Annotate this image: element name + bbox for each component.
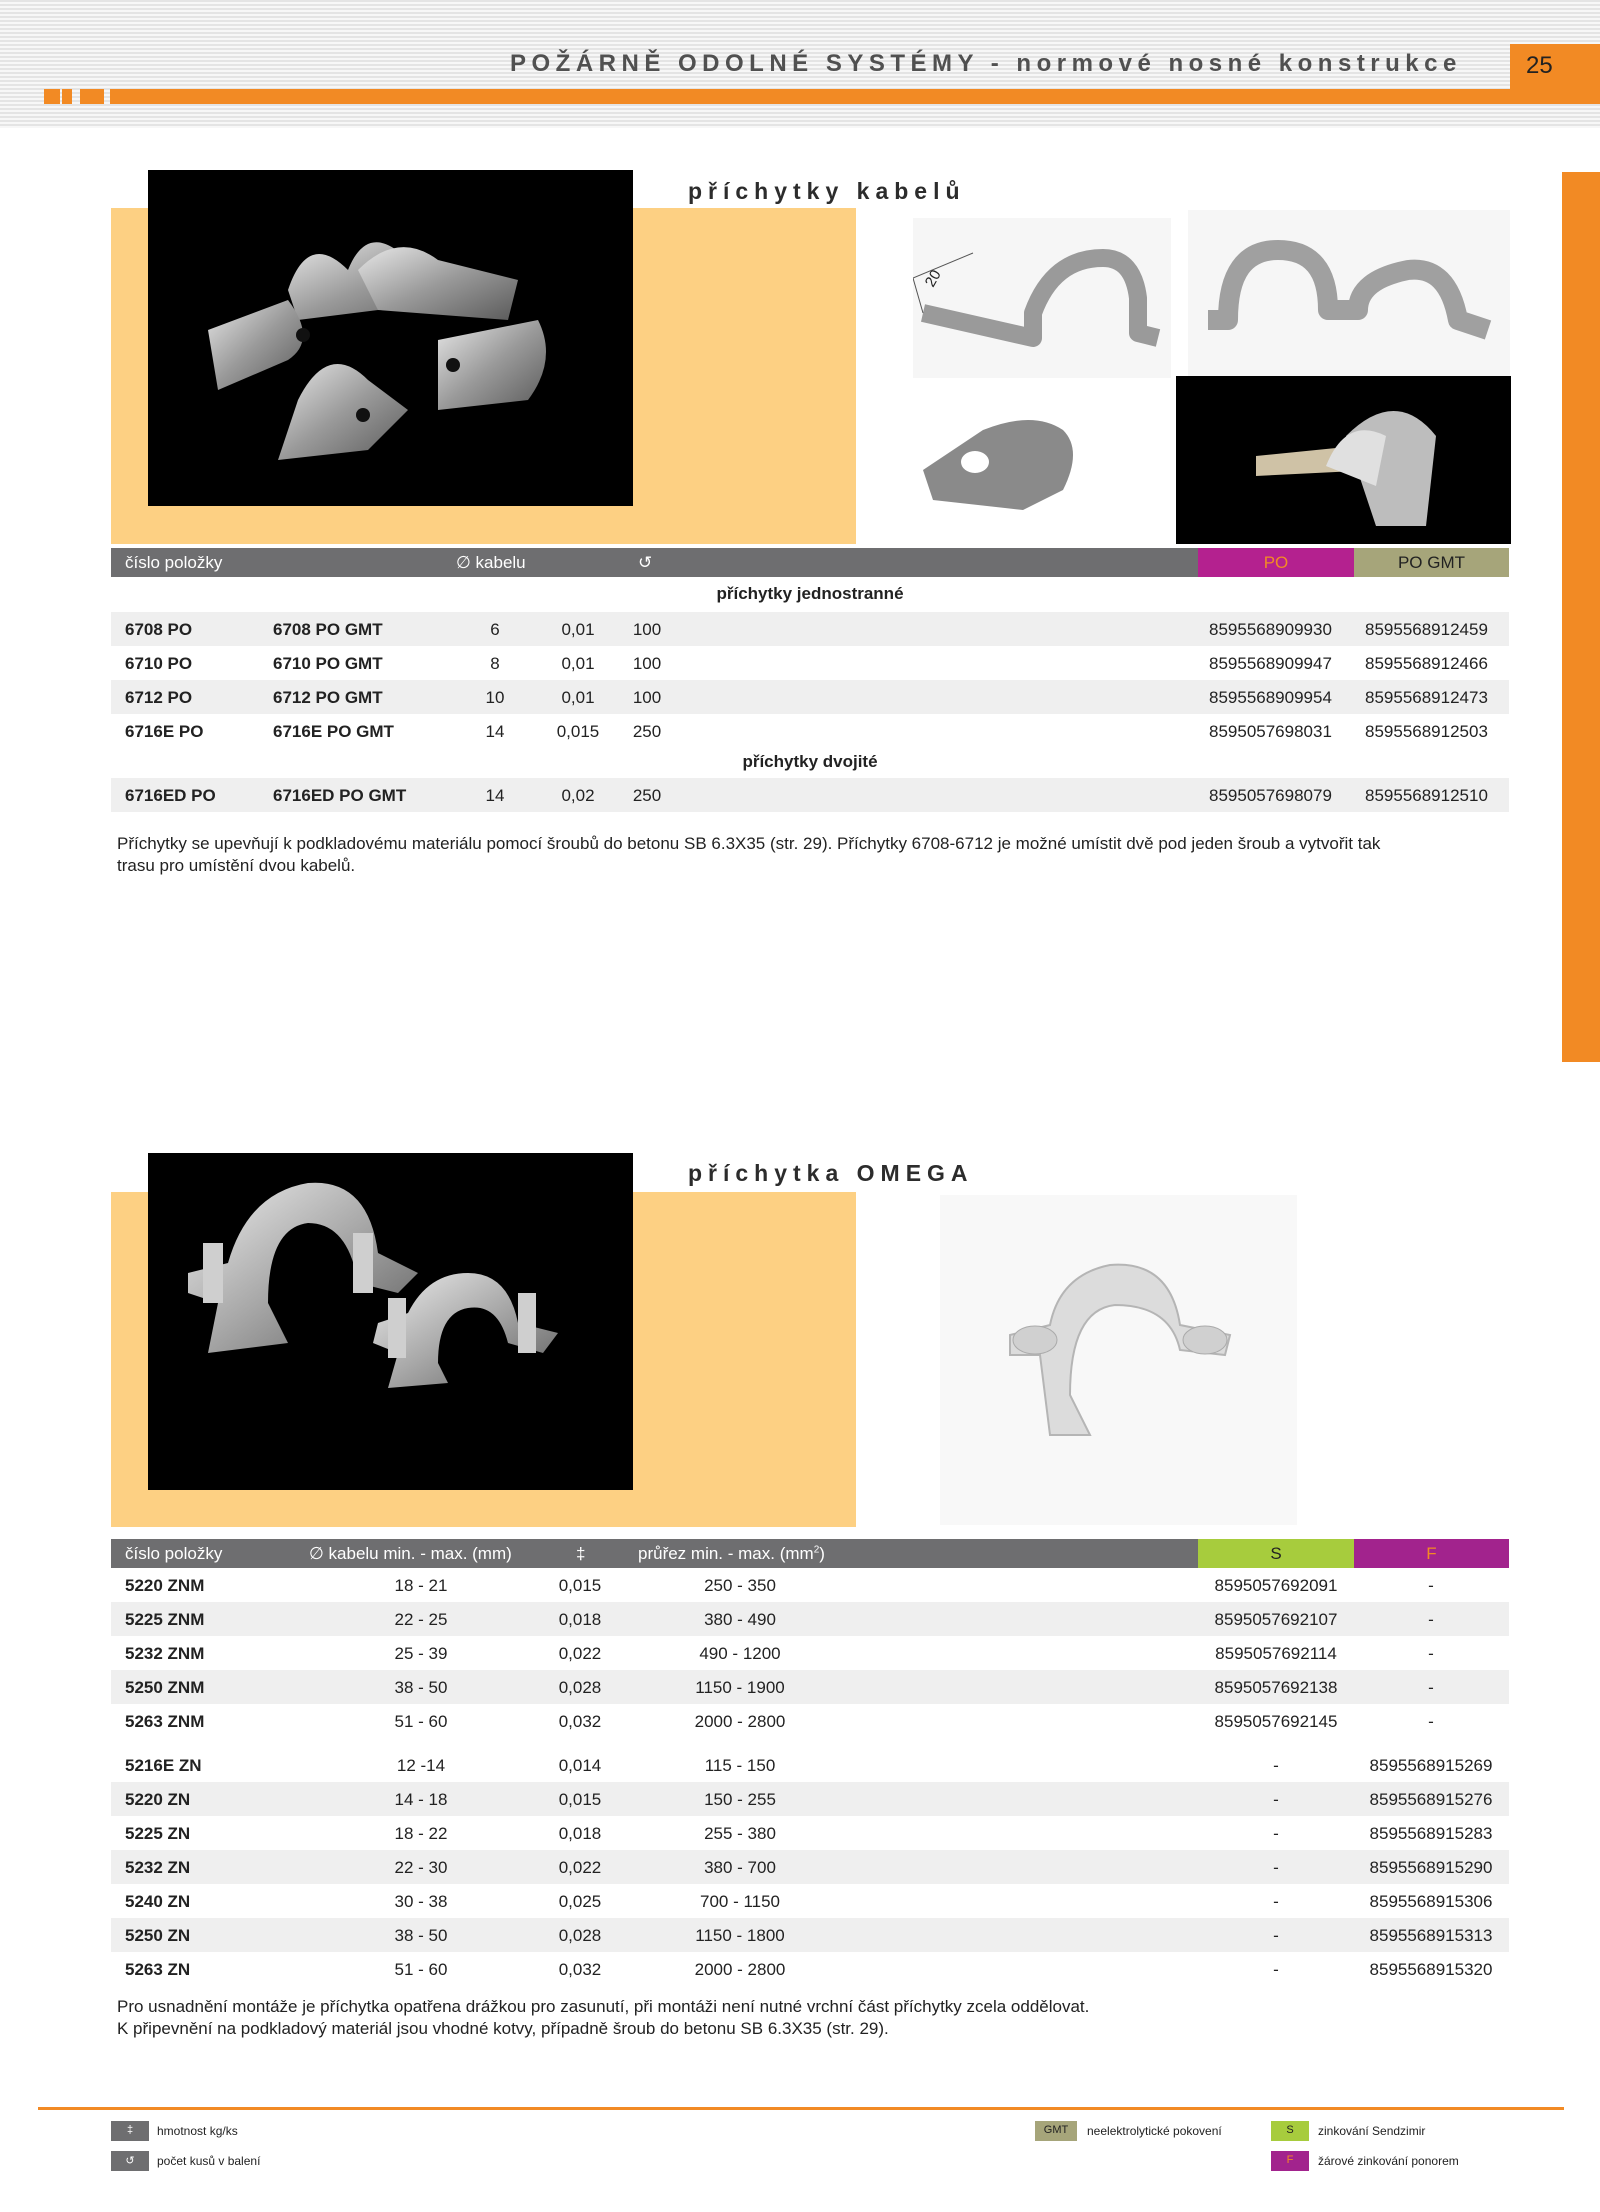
- cell-weight: 0,015: [558, 1790, 602, 1809]
- cell-item: 5250 ZN: [125, 1926, 191, 1945]
- legend-gmt-text: neelektrolytické pokovení: [1087, 2124, 1222, 2138]
- cell-cross-section: 380 - 700: [704, 1858, 776, 1877]
- table-row: [111, 1850, 1509, 1884]
- cell-item: 5263 ZN: [125, 1960, 191, 1979]
- table-row: [111, 1918, 1509, 1952]
- cell-ean-f: -: [1428, 1644, 1434, 1663]
- cell-ean-s: -: [1273, 1824, 1279, 1843]
- page-number: 25: [1510, 44, 1600, 90]
- note-line: Příchytky se upevňují k podkladovému materiálu pomocí šroubů do betonu SB 6.3X35 (str. 29). Příchytky 6708-6712 je možné umístit dvě pod jeden šroub a vytvořit tak: [117, 834, 1381, 853]
- cell-ean-po: 8595057698079: [1209, 786, 1332, 805]
- cell-cable: 38 - 50: [394, 1678, 448, 1697]
- cell-cable: 14: [485, 722, 505, 741]
- cell-ean-gmt: 8595568912466: [1365, 654, 1488, 673]
- cell-weight: 0,028: [558, 1926, 602, 1945]
- cell-weight: 0,015: [558, 1576, 602, 1595]
- product-photo-omega-clips: [148, 1153, 633, 1490]
- product-photo-clip-with-screw: [1176, 376, 1511, 544]
- cell-weight: 0,028: [558, 1678, 602, 1697]
- cell-item-po: 6710 PO: [125, 654, 193, 673]
- cell-ean-s: -: [1273, 1858, 1279, 1877]
- legend-weight-text: hmotnost kg/ks: [157, 2124, 238, 2138]
- cell-ean-s: 8595057692107: [1214, 1610, 1338, 1629]
- cell-weight: 0,014: [558, 1756, 602, 1775]
- table-row: [111, 1670, 1509, 1704]
- table1-header: [111, 548, 1509, 577]
- cell-ean-s: 8595057692114: [1215, 1644, 1337, 1663]
- cell-ean-s: -: [1273, 1790, 1279, 1809]
- cell-ean-f: 8595568915290: [1369, 1858, 1493, 1877]
- table-row: [111, 778, 1509, 812]
- cell-ean-f: 8595568915269: [1369, 1756, 1493, 1775]
- table-row: [111, 1748, 1509, 1782]
- table2-header: [111, 1539, 1509, 1568]
- cell-pack: 250: [632, 786, 662, 805]
- cell-ean-po: 8595568909930: [1209, 620, 1332, 639]
- col-s: S: [1198, 1539, 1354, 1568]
- header-orange-line: [110, 89, 1600, 104]
- drawing-clip-flat: [913, 390, 1168, 550]
- side-orange-bar: [1562, 172, 1600, 1062]
- table-row: [111, 612, 1509, 646]
- cell-item-po-gmt: 6716E PO GMT: [273, 722, 394, 741]
- cell-weight: 0,01: [561, 654, 595, 673]
- cell-cable: 14: [485, 786, 505, 805]
- header-decor-square: [62, 89, 72, 104]
- col-item-number: číslo položky: [125, 553, 223, 572]
- table-row: [111, 1884, 1509, 1918]
- cell-cable: 22 - 30: [394, 1858, 448, 1877]
- cell-ean-gmt: 8595568912473: [1365, 688, 1488, 707]
- col-cable-diameter: ∅ kabelu min. - max. (mm): [309, 1544, 512, 1563]
- col-cross-section: průřez min. - max. $(mm^2)$: [638, 1544, 825, 1563]
- cell-ean-f: 8595568915283: [1369, 1824, 1493, 1843]
- gmt-badge: GMT: [1035, 2121, 1077, 2141]
- cell-cable: 18 - 22: [394, 1824, 448, 1843]
- table-row: [111, 1952, 1509, 1986]
- cell-cross-section: 2000 - 2800: [694, 1960, 786, 1979]
- note-section1: [117, 833, 1507, 877]
- cell-cross-section: 490 - 1200: [699, 1644, 781, 1663]
- cell-ean-s: 8595057692091: [1214, 1576, 1338, 1595]
- cell-item: 5240 ZN: [125, 1892, 191, 1911]
- header-decor-square: [80, 89, 104, 104]
- cell-cable: 38 - 50: [394, 1926, 448, 1945]
- cell-pack: 250: [632, 722, 662, 741]
- table-row: [111, 1602, 1509, 1636]
- cell-ean-po: 8595057698031: [1209, 722, 1332, 741]
- cell-ean-f: -: [1428, 1610, 1434, 1629]
- cell-item-po: 6708 PO: [125, 620, 193, 639]
- cell-weight: 0,015: [556, 722, 600, 741]
- legend-f-text: žárové zinkování ponorem: [1318, 2154, 1459, 2168]
- cell-ean-gmt: 8595568912459: [1365, 620, 1488, 639]
- cell-item: 5220 ZN: [125, 1790, 191, 1809]
- cell-ean-gmt: 8595568912503: [1365, 722, 1488, 741]
- cell-item: 5225 ZNM: [125, 1610, 205, 1629]
- cell-ean-po: 8595568909947: [1209, 654, 1332, 673]
- col-po: PO: [1198, 548, 1354, 577]
- s-badge: S: [1271, 2121, 1309, 2141]
- cell-weight: 0,022: [558, 1644, 602, 1663]
- cell-cable: 14 - 18: [394, 1790, 448, 1809]
- cell-ean-f: -: [1428, 1712, 1434, 1731]
- cell-ean-f: 8595568915306: [1369, 1892, 1493, 1911]
- cell-ean-s: -: [1273, 1960, 1279, 1979]
- drawing-clip-single: [913, 218, 1171, 378]
- cell-cable: 10: [485, 688, 505, 707]
- table-row: [111, 1704, 1509, 1738]
- cell-weight: 0,032: [558, 1960, 602, 1979]
- cell-item-po-gmt: 6710 PO GMT: [273, 654, 383, 673]
- cell-item-po-gmt: 6712 PO GMT: [273, 688, 383, 707]
- cell-weight: 0,018: [558, 1824, 602, 1843]
- cell-ean-f: 8595568915320: [1369, 1960, 1493, 1979]
- pack-count-icon: ↺: [111, 2151, 149, 2171]
- drawing-omega-clip: [940, 1195, 1297, 1525]
- f-badge: F: [1271, 2151, 1309, 2171]
- cell-cross-section: 115 - 150: [704, 1756, 776, 1775]
- cell-weight: 0,018: [558, 1610, 602, 1629]
- cell-ean-f: -: [1428, 1678, 1434, 1697]
- cell-cross-section: 1150 - 1900: [695, 1678, 785, 1697]
- cell-weight: 0,025: [558, 1892, 602, 1911]
- table-row: [111, 680, 1509, 714]
- cell-cable: 51 - 60: [394, 1712, 448, 1731]
- cell-weight: 0,022: [558, 1858, 602, 1877]
- cell-item-po: 6716E PO: [125, 722, 204, 741]
- col-cable-diameter: ∅ kabelu: [456, 553, 526, 572]
- cell-ean-f: -: [1428, 1576, 1434, 1595]
- section-title-omega: příchytka OMEGA: [688, 1160, 974, 1186]
- col-po-gmt: PO GMT: [1354, 548, 1509, 577]
- group-title-double: příchytky dvojité: [742, 752, 878, 771]
- cell-weight: 0,01: [561, 620, 595, 639]
- cell-ean-f: 8595568915313: [1369, 1926, 1493, 1945]
- cell-weight: 0,01: [561, 688, 595, 707]
- col-f: F: [1354, 1539, 1509, 1568]
- table-row: [111, 1568, 1509, 1602]
- cell-cable: 30 - 38: [394, 1892, 448, 1911]
- legend-pack-text: počet kusů v balení: [157, 2154, 261, 2168]
- cell-ean-s: 8595057692145: [1214, 1712, 1338, 1731]
- cell-cable: 51 - 60: [394, 1960, 448, 1979]
- cell-weight: 0,02: [561, 786, 595, 805]
- weight-icon: ‡: [111, 2121, 149, 2141]
- cell-ean-s: -: [1273, 1892, 1279, 1911]
- cell-pack: 100: [632, 620, 662, 639]
- note-line: Pro usnadnění montáže je příchytka opatřena drážkou pro zasunutí, při montáži není nutné vrchní část příchytky zcela oddělovat.: [117, 1997, 1090, 2016]
- header-decor-square: [44, 89, 60, 104]
- cell-pack: 100: [632, 688, 662, 707]
- cell-item-po-gmt: 6708 PO GMT: [273, 620, 383, 639]
- cell-cable: 6: [490, 620, 500, 639]
- note-line: trasu pro umístění dvou kabelů.: [117, 856, 356, 875]
- cell-item-po: 6712 PO: [125, 688, 193, 707]
- cell-weight: 0,032: [558, 1712, 602, 1731]
- cell-item: 5232 ZN: [125, 1858, 191, 1877]
- cell-item: 5225 ZN: [125, 1824, 191, 1843]
- table-row: [111, 1782, 1509, 1816]
- cell-ean-f: 8595568915276: [1369, 1790, 1493, 1809]
- section-title-cable-clips: příchytky kabelů: [688, 178, 966, 204]
- cell-item: 5220 ZNM: [125, 1576, 205, 1595]
- note-line: K připevnění na podkladový materiál jsou vhodné kotvy, případně šroub do betonu SB 6.3X35 (str. 29).: [117, 2019, 889, 2038]
- cell-pack: 100: [632, 654, 662, 673]
- cell-cross-section: 255 - 380: [704, 1824, 776, 1843]
- table-row: [111, 1816, 1509, 1850]
- cell-cable: 25 - 39: [394, 1644, 448, 1663]
- cell-item: 5232 ZNM: [125, 1644, 205, 1663]
- cell-item: 5263 ZNM: [125, 1712, 205, 1731]
- group-title-single-sided: příchytky jednostranné: [716, 584, 904, 603]
- cell-cable: 18 - 21: [394, 1576, 448, 1595]
- cell-cable: 12 -14: [396, 1756, 446, 1775]
- cell-ean-gmt: 8595568912510: [1365, 786, 1488, 805]
- cell-ean-po: 8595568909954: [1209, 688, 1332, 707]
- cell-cross-section: 1150 - 1800: [695, 1926, 785, 1945]
- page-title: POŽÁRNĚ ODOLNÉ SYSTÉMY - normové nosné konstrukce: [510, 50, 1462, 77]
- table-row: [111, 1636, 1509, 1670]
- cell-item-po: 6716ED PO: [125, 786, 216, 805]
- table-row: [111, 646, 1509, 680]
- cell-ean-s: -: [1273, 1926, 1279, 1945]
- legend-s-text: zinkování Sendzimir: [1318, 2124, 1426, 2138]
- note-section2: [117, 1996, 1507, 2040]
- cell-cross-section: 2000 - 2800: [694, 1712, 786, 1731]
- cell-item: 5216E ZN: [125, 1756, 202, 1775]
- cell-item: 5250 ZNM: [125, 1678, 205, 1697]
- cell-item-po-gmt: 6716ED PO GMT: [273, 786, 407, 805]
- cell-cross-section: 150 - 255: [704, 1790, 776, 1809]
- cell-cross-section: 380 - 490: [704, 1610, 776, 1629]
- cell-cross-section: 250 - 350: [704, 1576, 776, 1595]
- drawing-clip-double: [1188, 210, 1510, 378]
- pack-count-icon: ↺: [638, 553, 653, 572]
- col-item-number: číslo položky: [125, 1544, 223, 1563]
- product-photo-cable-clips: [148, 170, 633, 506]
- footer-orange-line: [38, 2107, 1564, 2110]
- cell-ean-s: 8595057692138: [1214, 1678, 1338, 1697]
- cell-cable: 8: [490, 654, 500, 673]
- table-row: [111, 714, 1509, 748]
- dimension-label: 20: [921, 267, 945, 290]
- cell-ean-s: -: [1273, 1756, 1279, 1775]
- cell-cross-section: 700 - 1150: [699, 1892, 781, 1911]
- cell-cable: 22 - 25: [394, 1610, 448, 1629]
- weight-icon: ‡: [576, 1544, 586, 1563]
